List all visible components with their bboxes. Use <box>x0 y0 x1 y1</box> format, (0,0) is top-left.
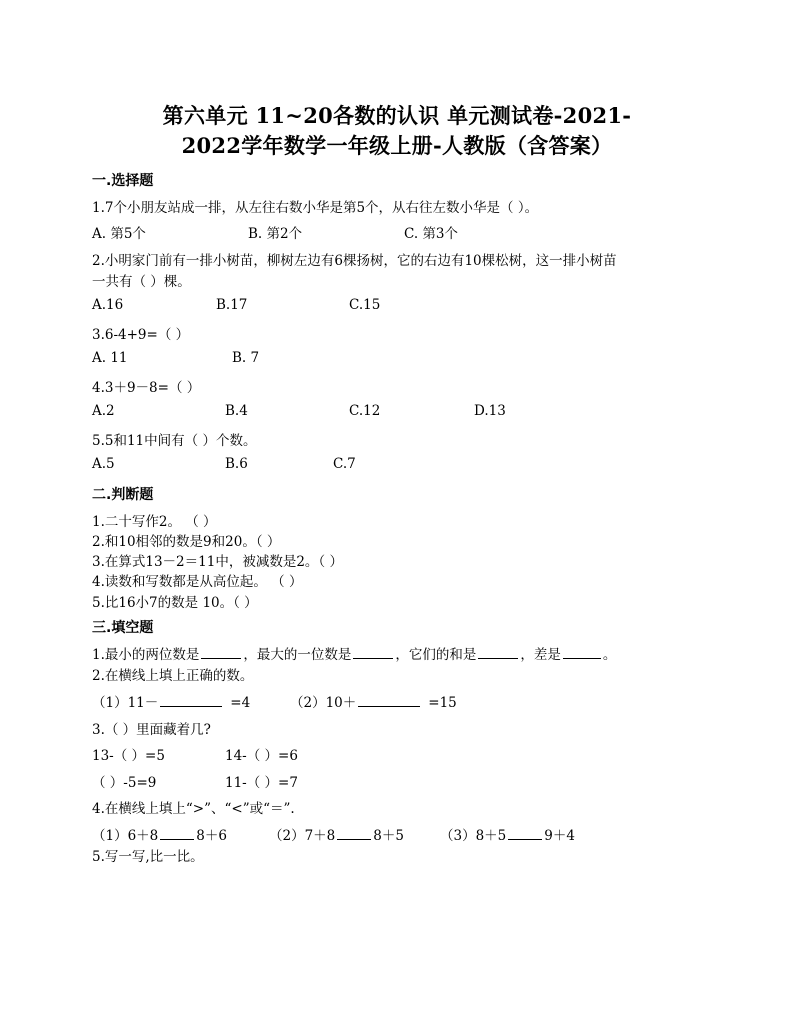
fill-q1-text-a: 1.最小的两位数是 <box>92 647 200 663</box>
choice-q4: 4.3＋9－8=（ ） <box>92 380 201 396</box>
fill-q1-blank-4[interactable] <box>563 646 601 659</box>
section-choice-heading: 一.选择题 <box>92 173 154 189</box>
choice-q4-option-b: B.4 <box>225 403 248 419</box>
fill-q3-item-1: 13-（ ）=5 <box>92 748 165 764</box>
fill-q1-blank-3[interactable] <box>478 646 518 659</box>
fill-q2-part-2-lhs: （2）10＋ <box>290 695 357 711</box>
choice-q1-option-b: B. 第2个 <box>248 226 303 242</box>
choice-q5-option-a: A.5 <box>92 456 115 472</box>
choice-q2-line-2: 一共有（ ）棵。 <box>92 274 191 290</box>
fill-q3-item-2: 14-（ ）=6 <box>225 748 298 764</box>
fill-q4: 4.在横线上填上“>”、“<”或“＝”. <box>92 801 295 817</box>
title-line-1: 第六单元 11~20各数的认识 单元测试卷-2021- <box>162 103 632 128</box>
fill-q2-blank-1[interactable] <box>160 694 222 707</box>
fill-q4-part-3-rhs: 9＋4 <box>544 828 575 844</box>
choice-q1-option-a: A. 第5个 <box>92 226 146 242</box>
section-fill-heading: 三.填空题 <box>92 620 154 636</box>
fill-q1-text-e: 。 <box>602 647 617 663</box>
fill-q2: 2.在横线上填上正确的数。 <box>92 668 254 684</box>
choice-q4-option-a: A.2 <box>92 403 115 419</box>
fill-q4-part-2-rhs: 8＋5 <box>373 828 404 844</box>
fill-q4-part-1 <box>92 824 227 844</box>
choice-q1-option-c: C. 第3个 <box>404 226 459 242</box>
choice-q5-option-c: C.7 <box>333 456 356 472</box>
choice-q5: 5.5和11中间有（ ）个数。 <box>92 433 257 449</box>
choice-q5-option-b: B.6 <box>225 456 248 472</box>
fill-q2-part-1-rhs: =4 <box>230 695 251 711</box>
judge-q2: 2.和10相邻的数是9和20。（ ） <box>92 534 281 550</box>
title-line-2: 2022学年数学一年级上册-人教版（含答案） <box>181 133 613 158</box>
fill-q4-part-2-lhs: （2）7＋8 <box>269 828 336 844</box>
fill-q1-blank-2[interactable] <box>353 646 393 659</box>
choice-q3-option-a: A. 11 <box>92 350 128 366</box>
fill-q2-part-1-lhs: （1）11－ <box>92 695 159 711</box>
choice-q4-option-d: D.13 <box>474 403 506 419</box>
fill-q4-blank-2[interactable] <box>337 827 371 840</box>
choice-q4-option-c: C.12 <box>349 403 381 419</box>
fill-q4-blank-1[interactable] <box>160 827 194 840</box>
judge-q3: 3.在算式13－2＝11中，被减数是2。（ ） <box>92 554 343 570</box>
fill-q3-item-4: 11-（ ）=7 <box>225 775 298 791</box>
choice-q2-line-1: 2.小明家门前有一排小树苗，柳树左边有6棵扬树，它的右边有10棵松树，这一排小树苗 <box>92 253 617 269</box>
fill-q4-part-1-lhs: （1）6＋8 <box>92 828 159 844</box>
choice-q1: 1.7个小朋友站成一排，从左往右数小华是第5个，从右往左数小华是（ ）。 <box>92 200 539 216</box>
choice-q2-option-c: C.15 <box>349 297 381 313</box>
fill-q4-blank-3[interactable] <box>508 827 542 840</box>
fill-q1-blank-1[interactable] <box>201 646 241 659</box>
fill-q2-part-1 <box>92 691 250 711</box>
fill-q3-item-3: （ ）-5=9 <box>92 775 157 791</box>
judge-q4: 4.读数和写数都是从高位起。 （ ） <box>92 574 303 590</box>
fill-q1-text-c: ，它们的和是 <box>395 647 477 663</box>
fill-q2-part-2 <box>290 691 457 711</box>
fill-q4-part-3-lhs: （3）8＋5 <box>440 828 507 844</box>
choice-q2-option-b: B.17 <box>216 297 248 313</box>
fill-q1-text-d: ，差是 <box>520 647 561 663</box>
choice-q3-option-b: B. 7 <box>232 350 260 366</box>
fill-q4-part-2 <box>269 824 404 844</box>
choice-q3: 3.6-4+9=（ ） <box>92 327 190 343</box>
judge-q5: 5.比16小7的数是 10。（ ） <box>92 595 258 611</box>
fill-q1-text-b: ，最大的一位数是 <box>243 647 352 663</box>
choice-q2-option-a: A.16 <box>92 297 124 313</box>
fill-q5: 5.写一写,比一比。 <box>92 849 204 865</box>
fill-q4-part-3 <box>440 824 575 844</box>
judge-q1: 1.二十写作2。 （ ） <box>92 514 217 530</box>
section-judge-heading: 二.判断题 <box>92 487 154 503</box>
fill-q2-part-2-rhs: =15 <box>428 695 457 711</box>
fill-q4-part-1-rhs: 8＋6 <box>196 828 227 844</box>
fill-q3: 3.（ ）里面藏着几? <box>92 722 211 738</box>
fill-q1 <box>92 643 616 663</box>
fill-q2-blank-2[interactable] <box>358 694 420 707</box>
